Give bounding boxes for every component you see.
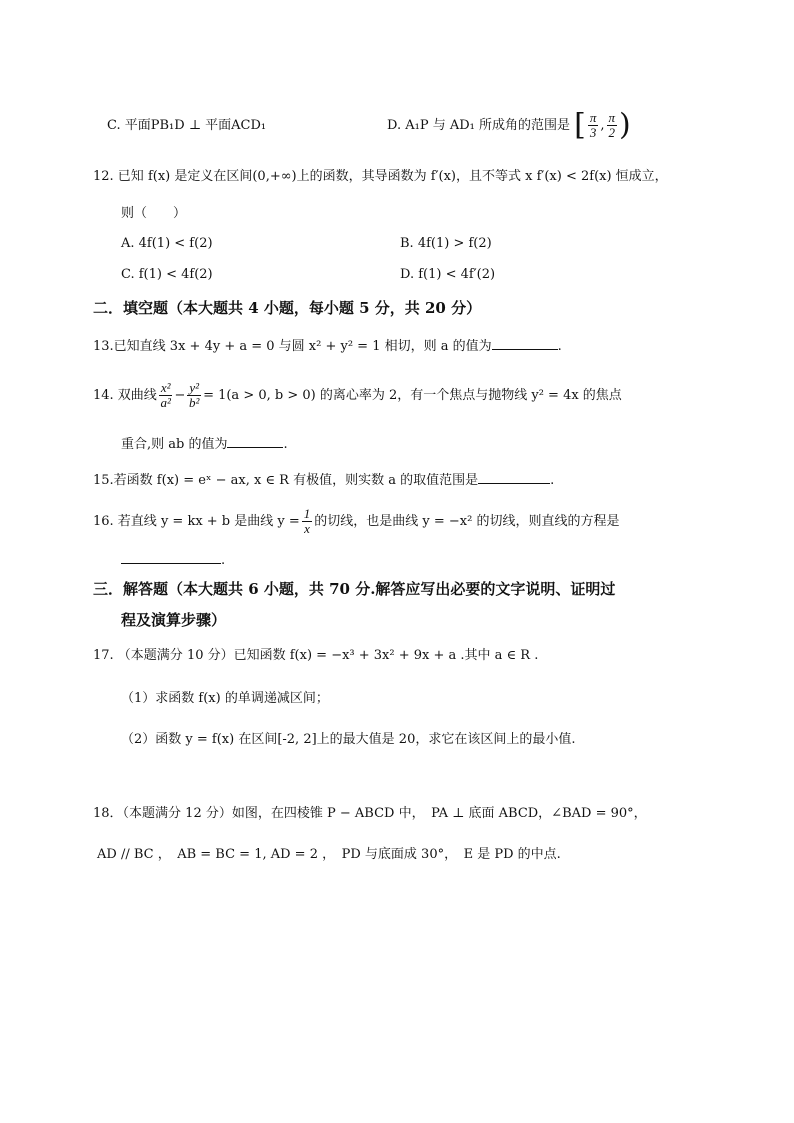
fraction-x2-over-a2: $\frac{\text{x²}}{\text{a²}}$ bbox=[160, 380, 171, 410]
q11-option-d-text: D. A₁P 与 AD₁ 所成角的范围是 bbox=[387, 118, 570, 133]
q14-line-2-text: 重合,则 ab 的值为 bbox=[121, 437, 228, 452]
answer-blank bbox=[121, 550, 221, 564]
q17-part-1: （1）求函数 f(x) 的单调递减区间； bbox=[121, 691, 329, 706]
q12-option-c: C. f(1) < 4f(2) bbox=[121, 267, 213, 282]
section-3-heading-line-2: 程及演算步骤） bbox=[121, 611, 227, 629]
q18-line-1: 18．（本题满分 12 分）如图，在四棱锥 P − ABCD 中， PA ⊥ 底面 ABCD，∠BAD = 90°， bbox=[93, 806, 647, 821]
range-right-paren: ) bbox=[619, 107, 631, 143]
q12-option-a: A. 4f(1) < f(2) bbox=[121, 236, 213, 251]
q13: 13.已知直线 3x + 4y + a = 0 与圆 x² + y² = 1 相切，则 a 的值为 . bbox=[93, 336, 562, 356]
q16-line-1 bbox=[93, 502, 619, 542]
answer-blank bbox=[227, 434, 283, 448]
q16-line-2: . bbox=[121, 550, 225, 570]
q15: 15.若函数 f(x) = eˣ − ax, x ∈ R 有极值，则实数 a 的取值范围是 . bbox=[93, 470, 554, 490]
answer-blank bbox=[492, 336, 558, 350]
q12-option-b: B. 4f(1) > f(2) bbox=[400, 236, 492, 251]
fraction-y2-over-b2: $\frac{\text{y²}}{\text{b²}}$ bbox=[189, 380, 200, 410]
q17-stem: 17. （本题满分 10 分）已知函数 f(x) = −x³ + 3x² + 9x + a .其中 a ∈ R . bbox=[93, 648, 539, 663]
section-2-heading: 二．填空题（本大题共 4 小题，每小题 5 分，共 20 分） bbox=[93, 299, 482, 317]
section-3-heading-line-1: 三．解答题（本大题共 6 小题，共 70 分.解答应写出必要的文字说明、证明过 bbox=[93, 580, 616, 598]
q14-line-1: 14. 双曲线 $\frac{\text{x²}}{\text{a²}}$ − $\frac{\text{y²}}{\text{b²}}$ = 1(a > 0, b > 0) 的离心率为 2，有一个焦点与抛物线 y² = 4x 的焦点 bbox=[93, 380, 622, 410]
q16-suffix: 的切线，也是曲线 y = −x² 的切线，则直线的方程是 bbox=[314, 514, 620, 529]
q12-option-d: D. f(1) < 4f′(2) bbox=[400, 267, 496, 282]
q17-part-2: （2）函数 y = f(x) 在区间[-2, 2]上的最大值是 20，求它在该区间上的最小值. bbox=[121, 732, 576, 747]
q14-prefix: 14. 双曲线 bbox=[93, 388, 157, 403]
q11-option-d: D. A₁P 与 AD₁ 所成角的范围是 [ $\frac{\pi}{3}$ , $\frac{\pi}{2}$ ) bbox=[387, 107, 631, 143]
q12-stem: 12. 已知 f(x) 是定义在区间(0,+∞)上的函数，其导函数为 f′(x)，且不等式 x f′(x) < 2f(x) 恒成立， bbox=[93, 169, 668, 184]
q18-line-2: AD // BC ， AB = BC = 1, AD = 2 ， PD 与底面成 30°， E 是 PD 的中点. bbox=[97, 847, 561, 862]
q15-text: 15.若函数 f(x) = eˣ − ax, x ∈ R 有极值，则实数 a 的取值范围是 bbox=[93, 473, 479, 488]
q16-prefix: 16. 若直线 y = kx + b 是曲线 y = bbox=[93, 514, 300, 529]
fraction-pi-over-3: $\frac{\pi}{3}$ bbox=[589, 110, 597, 140]
fraction-1-over-x: $\frac{1}{x}$ bbox=[303, 506, 311, 536]
q12-stem-2: 则（ ） bbox=[121, 206, 187, 221]
fraction-pi-over-2: $\frac{\pi}{2}$ bbox=[608, 110, 616, 140]
q14-line-2: 重合,则 ab 的值为 . bbox=[121, 434, 288, 454]
q11-option-c: C. 平面PB₁D ⊥ 平面ACD₁ bbox=[107, 118, 267, 133]
range-left-bracket: [ bbox=[574, 107, 586, 143]
q14-suffix: = 1(a > 0, b > 0) 的离心率为 2，有一个焦点与抛物线 y² = 4x 的焦点 bbox=[203, 388, 622, 403]
q13-text: 13.已知直线 3x + 4y + a = 0 与圆 x² + y² = 1 相切，则 a 的值为 bbox=[93, 339, 492, 354]
answer-blank bbox=[478, 470, 550, 484]
